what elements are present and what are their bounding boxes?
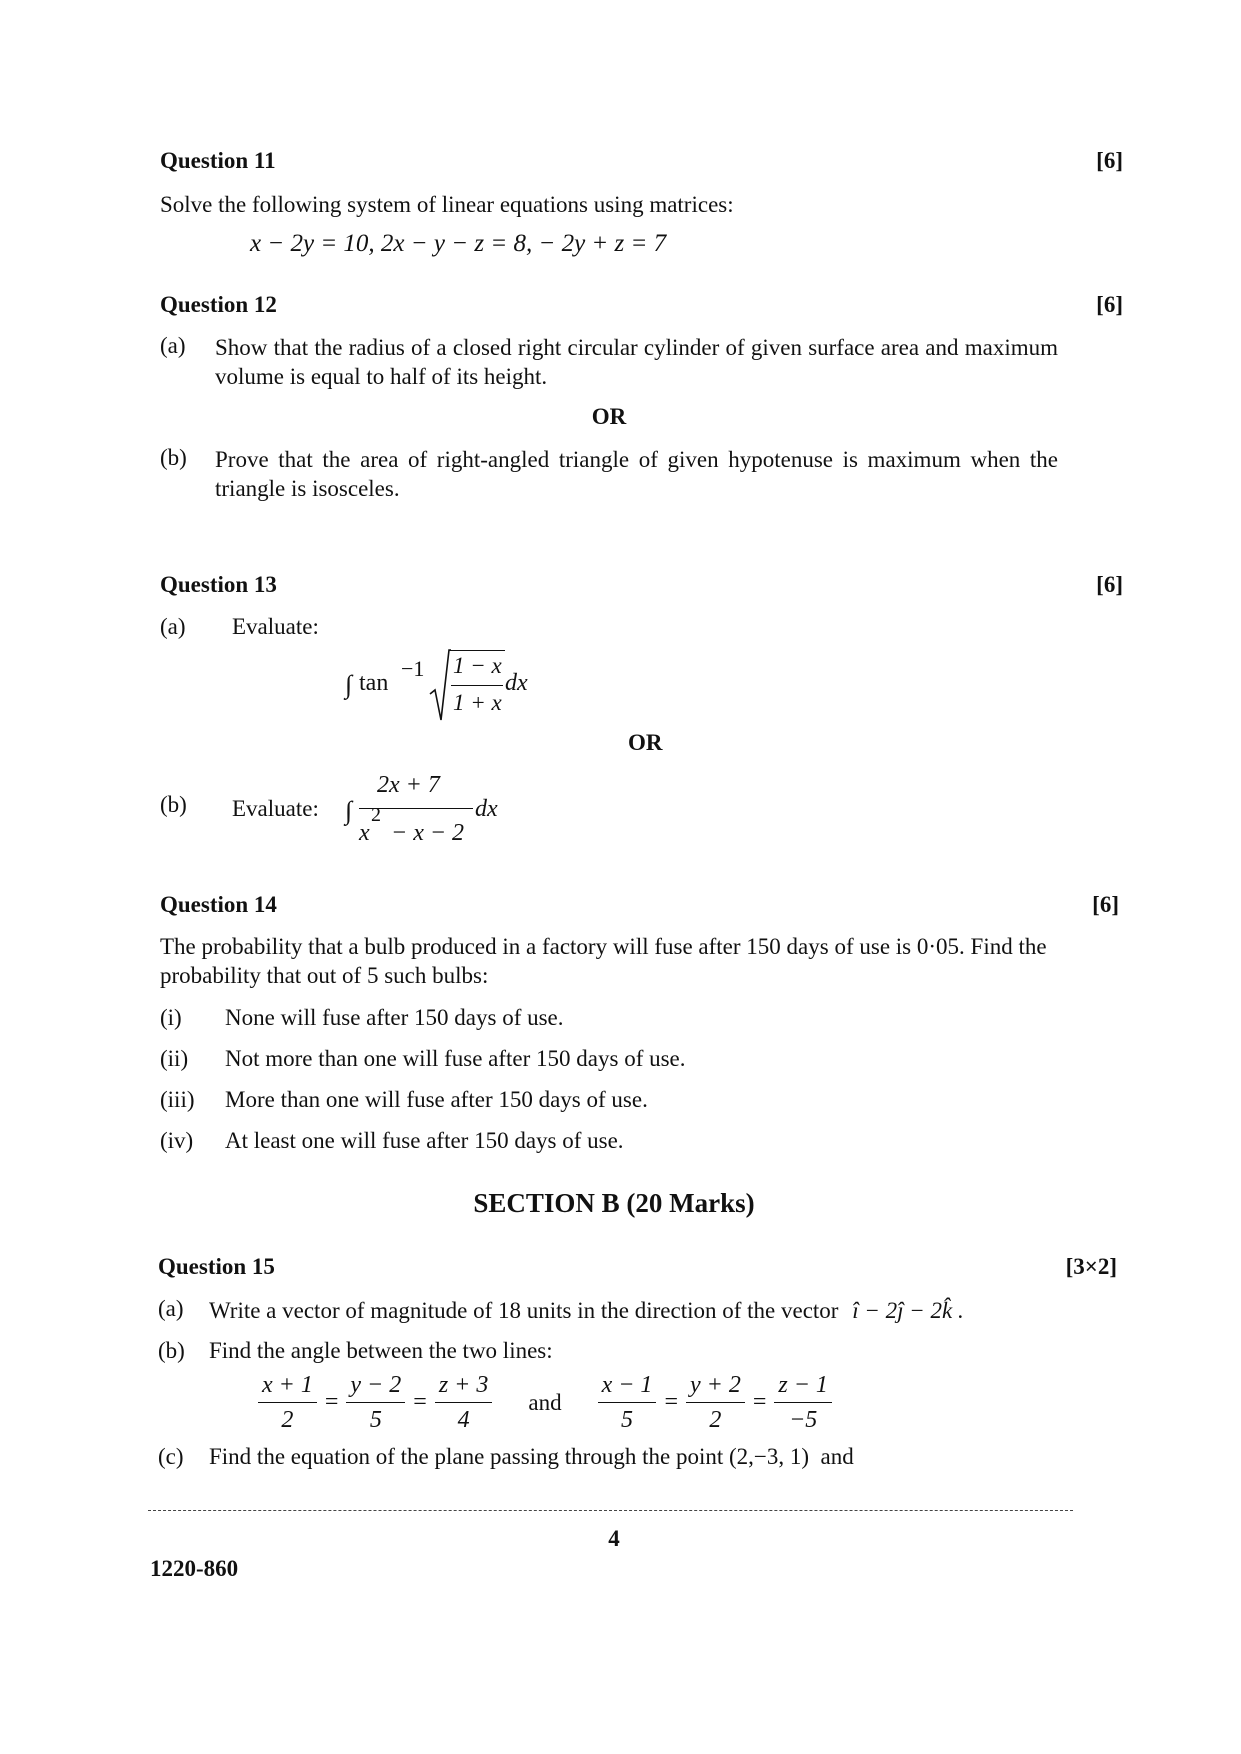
question-12-b-label: (b) xyxy=(160,445,187,470)
equals-sign: = xyxy=(752,1389,767,1415)
line2-x-fraction: $\frac{x - 1}{5}$ xyxy=(598,1370,657,1435)
question-11-marks: [6] xyxy=(1096,148,1123,173)
question-12-marks: [6] xyxy=(1096,292,1123,317)
question-12-b-text: Prove that the area of right-angled triangle of given hypotenuse is maximum when the triangle is isosceles. xyxy=(215,447,1058,501)
question-15-c-label: (c) xyxy=(158,1444,184,1469)
item-text: More than one will fuse after 150 days of use. xyxy=(225,1087,648,1112)
question-13-marks: [6] xyxy=(1096,572,1123,597)
square-root-symbol xyxy=(429,648,451,724)
question-12-title: Question 12 xyxy=(160,292,277,317)
equals-sign: = xyxy=(324,1389,339,1415)
equals-sign: = xyxy=(413,1389,427,1415)
line1-z-fraction: $\frac{z + 3}{4}$ xyxy=(435,1370,493,1435)
dx-term: dx xyxy=(475,796,498,822)
line2-y-fraction: $\frac{y + 2}{2}$ xyxy=(686,1370,745,1435)
question-13-b-text: Evaluate: xyxy=(232,796,319,821)
root-numerator: 1 − x xyxy=(453,653,502,678)
item-text: None will fuse after 150 days of use. xyxy=(225,1005,564,1030)
and-word: and xyxy=(528,1389,562,1415)
question-14-marks: [6] xyxy=(1092,892,1119,917)
lines-equations xyxy=(258,1370,832,1435)
question-13-a-expression xyxy=(345,648,545,724)
question-13-b-expression xyxy=(345,770,525,850)
fraction-bar xyxy=(451,685,503,686)
a-text: Write a vector of magnitude of 18 units in the direction of the vector xyxy=(209,1298,839,1323)
denominator-rest: − x − 2 xyxy=(385,820,465,846)
integral-sign: ∫ xyxy=(345,796,353,825)
question-13-or: OR xyxy=(628,730,663,755)
question-12-a-label: (a) xyxy=(160,333,186,358)
question-14-text: The probability that a bulb produced in a factory will fuse after 150 days of use is 0·05. Find the probability that out of 5 such bulbs: xyxy=(160,934,1047,988)
question-12-or: OR xyxy=(591,404,627,429)
question-15-b-label: (b) xyxy=(158,1338,185,1363)
question-15-c-text: Find the equation of the plane passing through the point (2,−3, 1) and xyxy=(209,1444,854,1469)
item-label: (ii) xyxy=(160,1046,189,1071)
denominator-superscript: 2 xyxy=(371,804,381,826)
line1-x-fraction: $\frac{x + 1}{2}$ xyxy=(258,1370,317,1435)
question-15-a-text xyxy=(209,1298,964,1324)
line1-y-fraction: $\frac{y - 2}{5}$ xyxy=(346,1370,405,1435)
page-number: 4 xyxy=(608,1526,620,1551)
item-text: At least one will fuse after 150 days of use. xyxy=(225,1128,624,1153)
tan-function: tan xyxy=(359,670,389,696)
question-11-equations: x − 2y = 10, 2x − y − z = 8, − 2y + z = 7 xyxy=(250,230,667,257)
question-13-a-label: (a) xyxy=(160,614,186,639)
question-15-marks: [3×2] xyxy=(1065,1254,1117,1279)
question-15-title: Question 15 xyxy=(158,1254,275,1279)
denominator-base: x xyxy=(359,820,370,846)
dx-term: dx xyxy=(505,670,528,696)
fraction-numerator: 2x + 7 xyxy=(377,772,440,798)
inverse-superscript: −1 xyxy=(401,656,425,681)
question-15-a-label: (a) xyxy=(158,1296,184,1321)
item-label: (i) xyxy=(160,1005,182,1030)
paper-code: 1220-860 xyxy=(150,1556,239,1581)
integral-sign: ∫ xyxy=(345,670,353,699)
direction-vector: î − 2ĵ − 2k̂ . xyxy=(852,1298,964,1323)
question-13-a-text: Evaluate: xyxy=(232,614,319,639)
footer-divider xyxy=(148,1510,1073,1511)
equals-sign: = xyxy=(664,1389,678,1415)
question-13-title: Question 13 xyxy=(160,572,277,597)
question-11-title: Question 11 xyxy=(160,148,276,173)
question-13-b-label: (b) xyxy=(160,792,187,817)
root-denominator: 1 + x xyxy=(453,690,502,715)
question-15-b-text: Find the angle between the two lines: xyxy=(209,1338,553,1363)
item-label: (iv) xyxy=(160,1128,194,1153)
question-11-text: Solve the following system of linear equations using matrices: xyxy=(160,192,734,217)
item-text: Not more than one will fuse after 150 days of use. xyxy=(225,1046,686,1071)
item-label: (iii) xyxy=(160,1087,195,1112)
line2-z-fraction: $\frac{z - 1}{-5}$ xyxy=(774,1370,832,1435)
root-bar xyxy=(449,650,505,651)
question-14-title: Question 14 xyxy=(160,892,277,917)
question-12-a-text: Show that the radius of a closed right circular cylinder of given surface area and maximum volume is equal to half of its height. xyxy=(215,335,1058,389)
section-b-heading: SECTION B (20 Marks) xyxy=(473,1188,755,1218)
